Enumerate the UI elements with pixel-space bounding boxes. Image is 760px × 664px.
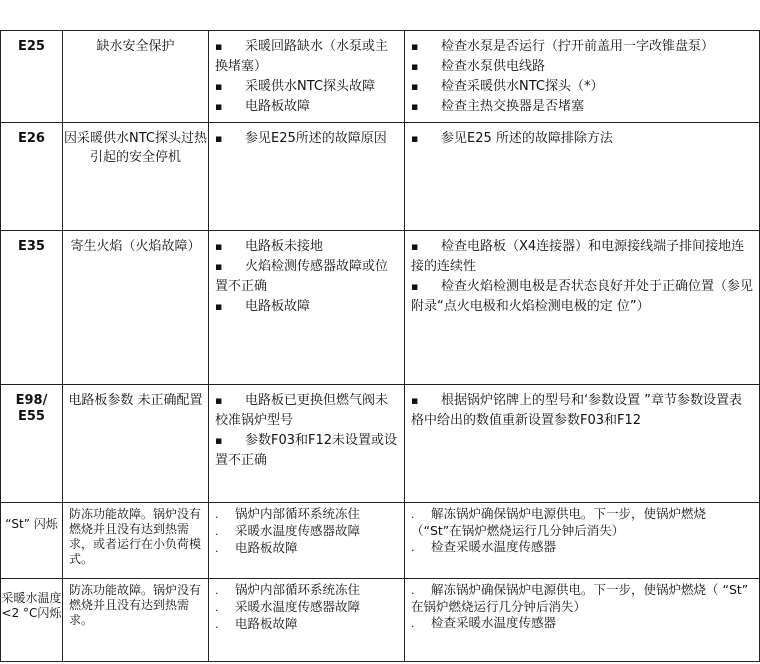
fault-description: 缺水安全保护 — [62, 31, 208, 122]
list-item: ▪ 电路板故障 — [215, 99, 311, 114]
fault-code: E98/ E55 — [0, 385, 62, 502]
fault-description: 因采暖供水NTC探头过热引起的安全停机 — [62, 123, 208, 230]
fault-actions — [404, 503, 760, 578]
list-item: ▪ 检查主热交换器是否堵塞 — [411, 99, 585, 114]
list-item: ▪ 参见E25 所述的故障排除方法 — [411, 131, 613, 146]
list-item: ▪ 根据锅炉铭牌上的型号和‘参数设置 ”章节参数设置表格中给出的数值重新设置参数F03和F12 — [411, 393, 742, 428]
list-item: ▪ 电路板故障 — [215, 299, 311, 314]
fault-description: 防冻功能故障。锅炉没有燃烧并且没有达到热需求，或者运行在小负荷模式。 — [62, 503, 208, 578]
list-item: . 检查采暖水温度传感器 — [411, 539, 557, 554]
list-item: ▪ 电路板未接地 — [215, 239, 324, 254]
fault-code: E35 — [0, 231, 62, 384]
list-item: ▪ 参见E25所述的故障原因 — [215, 131, 387, 146]
list-item: ▪ 火焰检测传感器故障或位置不正确 — [215, 259, 389, 294]
list-item: . 解冻锅炉确保锅炉电源供电。下一步，使锅炉燃烧（ “St” 在锅炉燃烧运行几分钟后消失） — [411, 582, 749, 614]
list-item: . 采暖水温度传感器故障 — [215, 523, 361, 538]
fault-causes — [208, 385, 404, 502]
list-item: ▪ 检查水泵是否运行（拧开前盖用一字改锥盘泵） — [411, 39, 715, 54]
list-item: ▪ 采暖供水NTC探头故障 — [215, 79, 375, 94]
fault-description: 电路板参数 未正确配置 — [62, 385, 208, 502]
list-item: . 锅炉内部循环系统冻住 — [215, 582, 361, 597]
fault-description: 防冻功能故障。锅炉没有燃烧并且没有达到热需求。 — [62, 579, 208, 661]
list-item: . 电路板故障 — [215, 540, 298, 555]
fault-actions — [404, 579, 760, 661]
fault-code: E26 — [0, 123, 62, 230]
list-item: . 电路板故障 — [215, 616, 298, 631]
list-item: ▪ 检查火焰检测电极是否状态良好并处于正确位置（参见附录“点火电极和火焰检测电极的定 位”） — [411, 279, 754, 314]
table-row — [0, 384, 760, 502]
list-item: . 解冻锅炉确保锅炉电源供电。下一步，使锅炉燃烧（“St”在锅炉燃烧运行几分钟后消失） — [411, 506, 707, 538]
list-item: ▪ 采暖回路缺水（水泵或主换堵塞） — [215, 39, 389, 74]
fault-code: “St” 闪烁 — [0, 503, 62, 578]
list-item: ▪ 参数F03和F12未设置或设置不正确 — [215, 433, 398, 468]
fault-code: 采暖水温度<2 °C闪烁 — [0, 579, 62, 661]
fault-causes — [208, 123, 404, 230]
fault-causes — [208, 31, 404, 122]
list-item: ▪ 检查电路板（X4连接器）和电源接线端子排间接地连接的连续性 — [411, 239, 745, 274]
fault-actions — [404, 385, 760, 502]
fault-actions — [404, 31, 760, 122]
list-item: ▪ 检查采暖供水NTC探头（*） — [411, 79, 604, 94]
table-row — [0, 502, 760, 578]
fault-code: E25 — [0, 31, 62, 122]
fault-actions — [404, 123, 760, 230]
list-item: ▪ 电路板已更换但燃气阀未校准锅炉型号 — [215, 393, 389, 428]
table-row — [0, 122, 760, 230]
fault-causes — [208, 231, 404, 384]
table-row — [0, 230, 760, 384]
fault-causes — [208, 503, 404, 578]
list-item: . 采暖水温度传感器故障 — [215, 599, 361, 614]
table-row — [0, 578, 760, 662]
fault-actions — [404, 231, 760, 384]
fault-causes — [208, 579, 404, 661]
list-item: ▪ 检查水泵供电线路 — [411, 59, 546, 74]
table-row — [0, 30, 760, 122]
fault-description: 寄生火焰（火焰故障） — [62, 231, 208, 384]
list-item: . 检查采暖水温度传感器 — [411, 615, 557, 630]
list-item: . 锅炉内部循环系统冻住 — [215, 506, 361, 521]
